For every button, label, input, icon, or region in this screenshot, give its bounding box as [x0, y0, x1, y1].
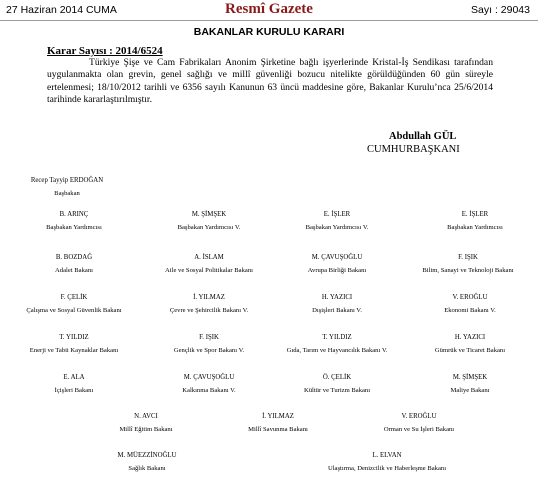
- minister-name: V. EROĞLU: [401, 413, 437, 420]
- minister-name: E. ALA: [63, 374, 85, 381]
- minister-name: F. ÇELİK: [60, 294, 88, 301]
- minister-name: Ö. ÇELİK: [322, 374, 352, 381]
- minister-role: Bilim, Sanayi ve Teknoloji Bakanı: [422, 267, 514, 274]
- minister-signature: [334, 412, 504, 434]
- minister-name: İ. YILMAZ: [193, 294, 225, 301]
- minister-name: E. İŞLER: [323, 211, 351, 218]
- minister-name: M. ÇAVUŞOĞLU: [311, 254, 363, 261]
- minister-name: İ. YILMAZ: [262, 413, 294, 420]
- minister-signature: [302, 451, 472, 473]
- header-date: 27 Haziran 2014 CUMA: [6, 4, 117, 16]
- minister-name: T. YILDIZ: [322, 334, 352, 341]
- minister-role: Adalet Bakanı: [55, 267, 93, 274]
- minister-name: H. YAZICI: [321, 294, 353, 301]
- minister-signature: [0, 176, 152, 198]
- minister-role: Gıda, Tarım ve Hayvancılık Bakanı V.: [286, 347, 388, 354]
- minister-name: B. ARINÇ: [59, 211, 89, 218]
- minister-role: Çevre ve Şehircilik Bakanı V.: [169, 307, 249, 314]
- minister-name: M. ÇAVUŞOĞLU: [183, 374, 235, 381]
- minister-role: Dışişleri Bakanı V.: [312, 307, 362, 314]
- minister-name: T. YILDIZ: [59, 334, 89, 341]
- minister-name: E. İŞLER: [461, 211, 489, 218]
- minister-name: A. İSLAM: [194, 254, 224, 261]
- minister-role: Başbakan Yardımcısı V.: [177, 224, 241, 231]
- minister-role: Başbakan Yardımcısı: [447, 224, 503, 231]
- minister-name: B. BOZDAĞ: [55, 254, 93, 261]
- minister-name: H. YAZICI: [454, 334, 486, 341]
- minister-signature: [385, 373, 538, 395]
- minister-name: V. EROĞLU: [452, 294, 488, 301]
- minister-role: Enerji ve Tabii Kaynaklar Bakanı: [29, 347, 119, 354]
- minister-role: Kalkınma Bakanı V.: [182, 387, 236, 394]
- minister-role: Gençlik ve Spor Bakanı V.: [173, 347, 245, 354]
- minister-role: Aile ve Sosyal Politikalar Bakanı: [165, 267, 253, 274]
- issue-number: Sayı : 29043: [471, 4, 530, 16]
- minister-role: Başbakan Yardımcısı: [46, 224, 102, 231]
- section-title: BAKANLAR KURULU KARARI: [193, 26, 345, 38]
- minister-name: M. ŞİMŞEK: [452, 374, 488, 381]
- decision-number: Karar Sayısı : 2014/6524: [47, 45, 163, 57]
- president-title: CUMHURBAŞKANI: [367, 144, 460, 155]
- minister-name: L. ELVAN: [372, 452, 402, 459]
- minister-role: Sağlık Bakanı: [128, 465, 166, 472]
- minister-role: Millî Eğitim Bakanı: [119, 426, 173, 433]
- page-header: [0, 0, 538, 21]
- president-name: Abdullah GÜL: [389, 131, 457, 142]
- minister-role: Avrupa Birliği Bakanı: [307, 267, 367, 274]
- gazette-title: Resmî Gazete: [225, 1, 313, 17]
- minister-signature: [390, 210, 538, 232]
- minister-role: Kültür ve Turizm Bakanı: [303, 387, 371, 394]
- decision-text: Türkiye Şişe ve Cam Fabrikaları Anonim Şirketine bağlı işyerlerinde Kristal-İş Sendikası tarafından uygulanmakta olan grevin, genel sağlığı ve millî güvenliği bozucu nitelikte görüldüğünden 60 gün süreyle ertelenmesi; 18/10/2012 tarihli ve 6356 sayılı Kanunun 63 üncü maddesine göre, Bakanlar Kurulu’nca 25/6/2014 tarihinde kararlaştırılmıştır.: [47, 57, 493, 105]
- minister-role: Çalışma ve Sosyal Güvenlik Bakanı: [26, 307, 122, 314]
- minister-name: N. AVCI: [134, 413, 158, 420]
- minister-name: Recep Tayyip ERDOĞAN: [30, 177, 104, 184]
- minister-role: İçişleri Bakanı: [54, 387, 94, 394]
- minister-signature: [385, 293, 538, 315]
- minister-role: Ekonomi Bakanı V.: [444, 307, 496, 314]
- minister-signature: [385, 333, 538, 355]
- minister-role: Başbakan: [54, 190, 80, 197]
- minister-signature: [383, 253, 538, 275]
- minister-role: Gümrük ve Ticaret Bakanı: [434, 347, 506, 354]
- minister-name: M. MÜEZZİNOĞLU: [117, 452, 177, 459]
- minister-role: Ulaştırma, Denizcilik ve Haberleşme Bakanı: [327, 465, 447, 472]
- minister-name: F. IŞIK: [458, 254, 478, 261]
- minister-role: Maliye Bakanı: [450, 387, 490, 394]
- minister-name: M. ŞİMŞEK: [191, 211, 227, 218]
- minister-role: Millî Savunma Bakanı: [248, 426, 308, 433]
- minister-name: F. IŞIK: [199, 334, 219, 341]
- minister-signature: [62, 451, 232, 473]
- minister-role: Orman ve Su İşleri Bakanı: [383, 426, 455, 433]
- minister-role: Başbakan Yardımcısı V.: [305, 224, 369, 231]
